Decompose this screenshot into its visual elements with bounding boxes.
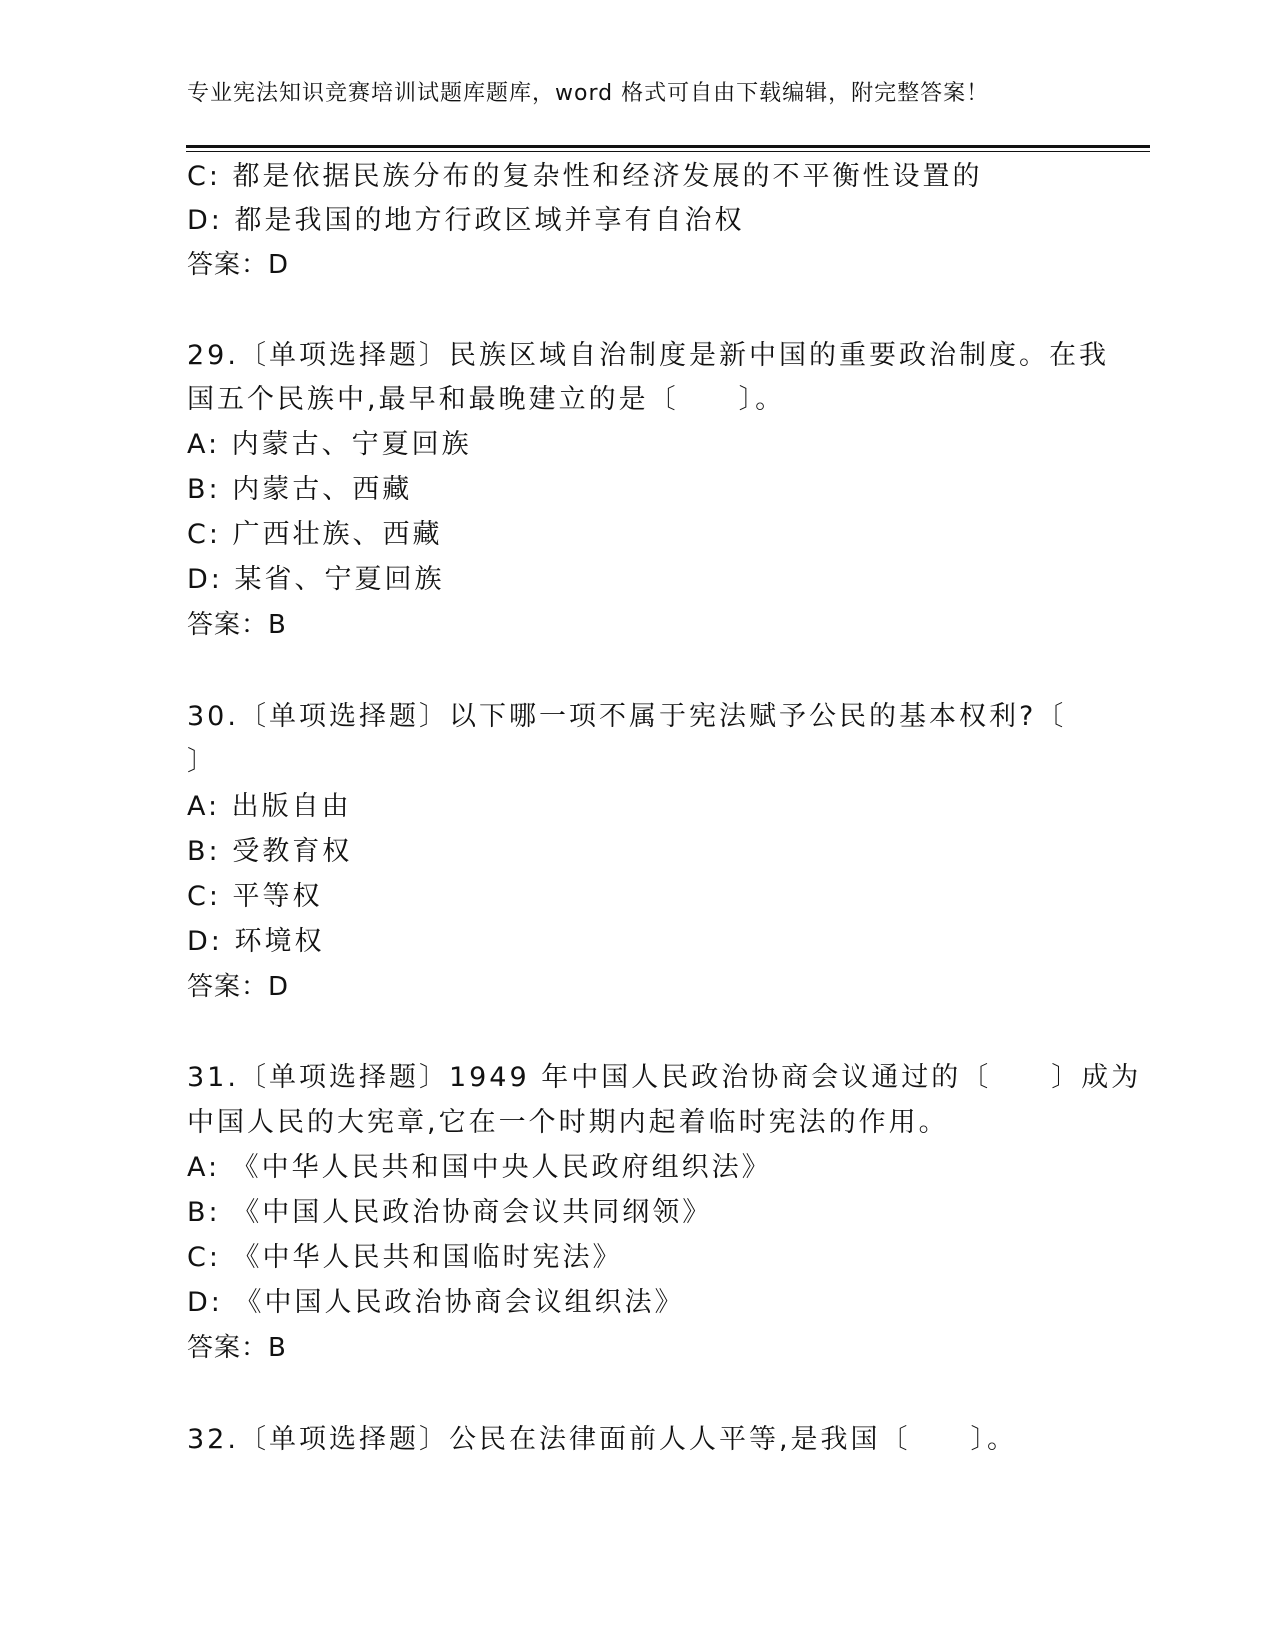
header-rule-thin xyxy=(186,151,1150,152)
q30-option-c: C: 平等权 xyxy=(187,881,323,912)
page-header: 专业宪法知识竞赛培训试题库题库，word 格式可自由下载编辑，附完整答案！ xyxy=(187,81,990,106)
q31-option-d: D: 《中国人民政治协商会议组织法》 xyxy=(187,1287,685,1318)
q29-option-a: A: 内蒙古、宁夏回族 xyxy=(187,429,472,460)
q31-option-a: A: 《中华人民共和国中央人民政府组织法》 xyxy=(187,1152,772,1183)
q32-stem-line-1: 32.〔单项选择题〕公民在法律面前人人平等,是我国〔 〕。 xyxy=(187,1424,1018,1455)
q30-option-a: A: 出版自由 xyxy=(187,791,352,822)
q30-stem-line-2: 〕 xyxy=(187,746,217,777)
q31-stem-line-2: 中国人民的大宪章,它在一个时期内起着临时宪法的作用。 xyxy=(187,1107,949,1138)
q30-answer: 答案：D xyxy=(187,972,290,1002)
q31-stem-line-1: 31.〔单项选择题〕1949 年中国人民政治协商会议通过的〔 〕成为 xyxy=(187,1062,1142,1093)
q30-option-b: B: 受教育权 xyxy=(187,836,353,867)
q31-answer: 答案：B xyxy=(187,1333,287,1363)
q28-option-d: D: 都是我国的地方行政区域并享有自治权 xyxy=(187,205,745,236)
q28-answer: 答案：D xyxy=(187,250,290,280)
header-rule-thick xyxy=(186,145,1150,148)
q29-option-d: D: 某省、宁夏回族 xyxy=(187,564,445,595)
q30-stem-line-1: 30.〔单项选择题〕以下哪一项不属于宪法赋予公民的基本权利?〔 xyxy=(187,701,1067,732)
q29-stem-line-2: 国五个民族中,最早和最晚建立的是〔 〕。 xyxy=(187,384,786,415)
q29-option-c: C: 广西壮族、西藏 xyxy=(187,519,443,550)
q31-option-b: B: 《中国人民政治协商会议共同纲领》 xyxy=(187,1197,713,1228)
q30-option-d: D: 环境权 xyxy=(187,926,325,957)
q29-option-b: B: 内蒙古、西藏 xyxy=(187,474,413,505)
q29-stem-line-1: 29.〔单项选择题〕民族区域自治制度是新中国的重要政治制度。在我 xyxy=(187,340,1109,371)
q29-answer: 答案：B xyxy=(187,610,287,640)
q31-option-c: C: 《中华人民共和国临时宪法》 xyxy=(187,1242,623,1273)
q28-option-c: C: 都是依据民族分布的复杂性和经济发展的不平衡性设置的 xyxy=(187,161,983,192)
